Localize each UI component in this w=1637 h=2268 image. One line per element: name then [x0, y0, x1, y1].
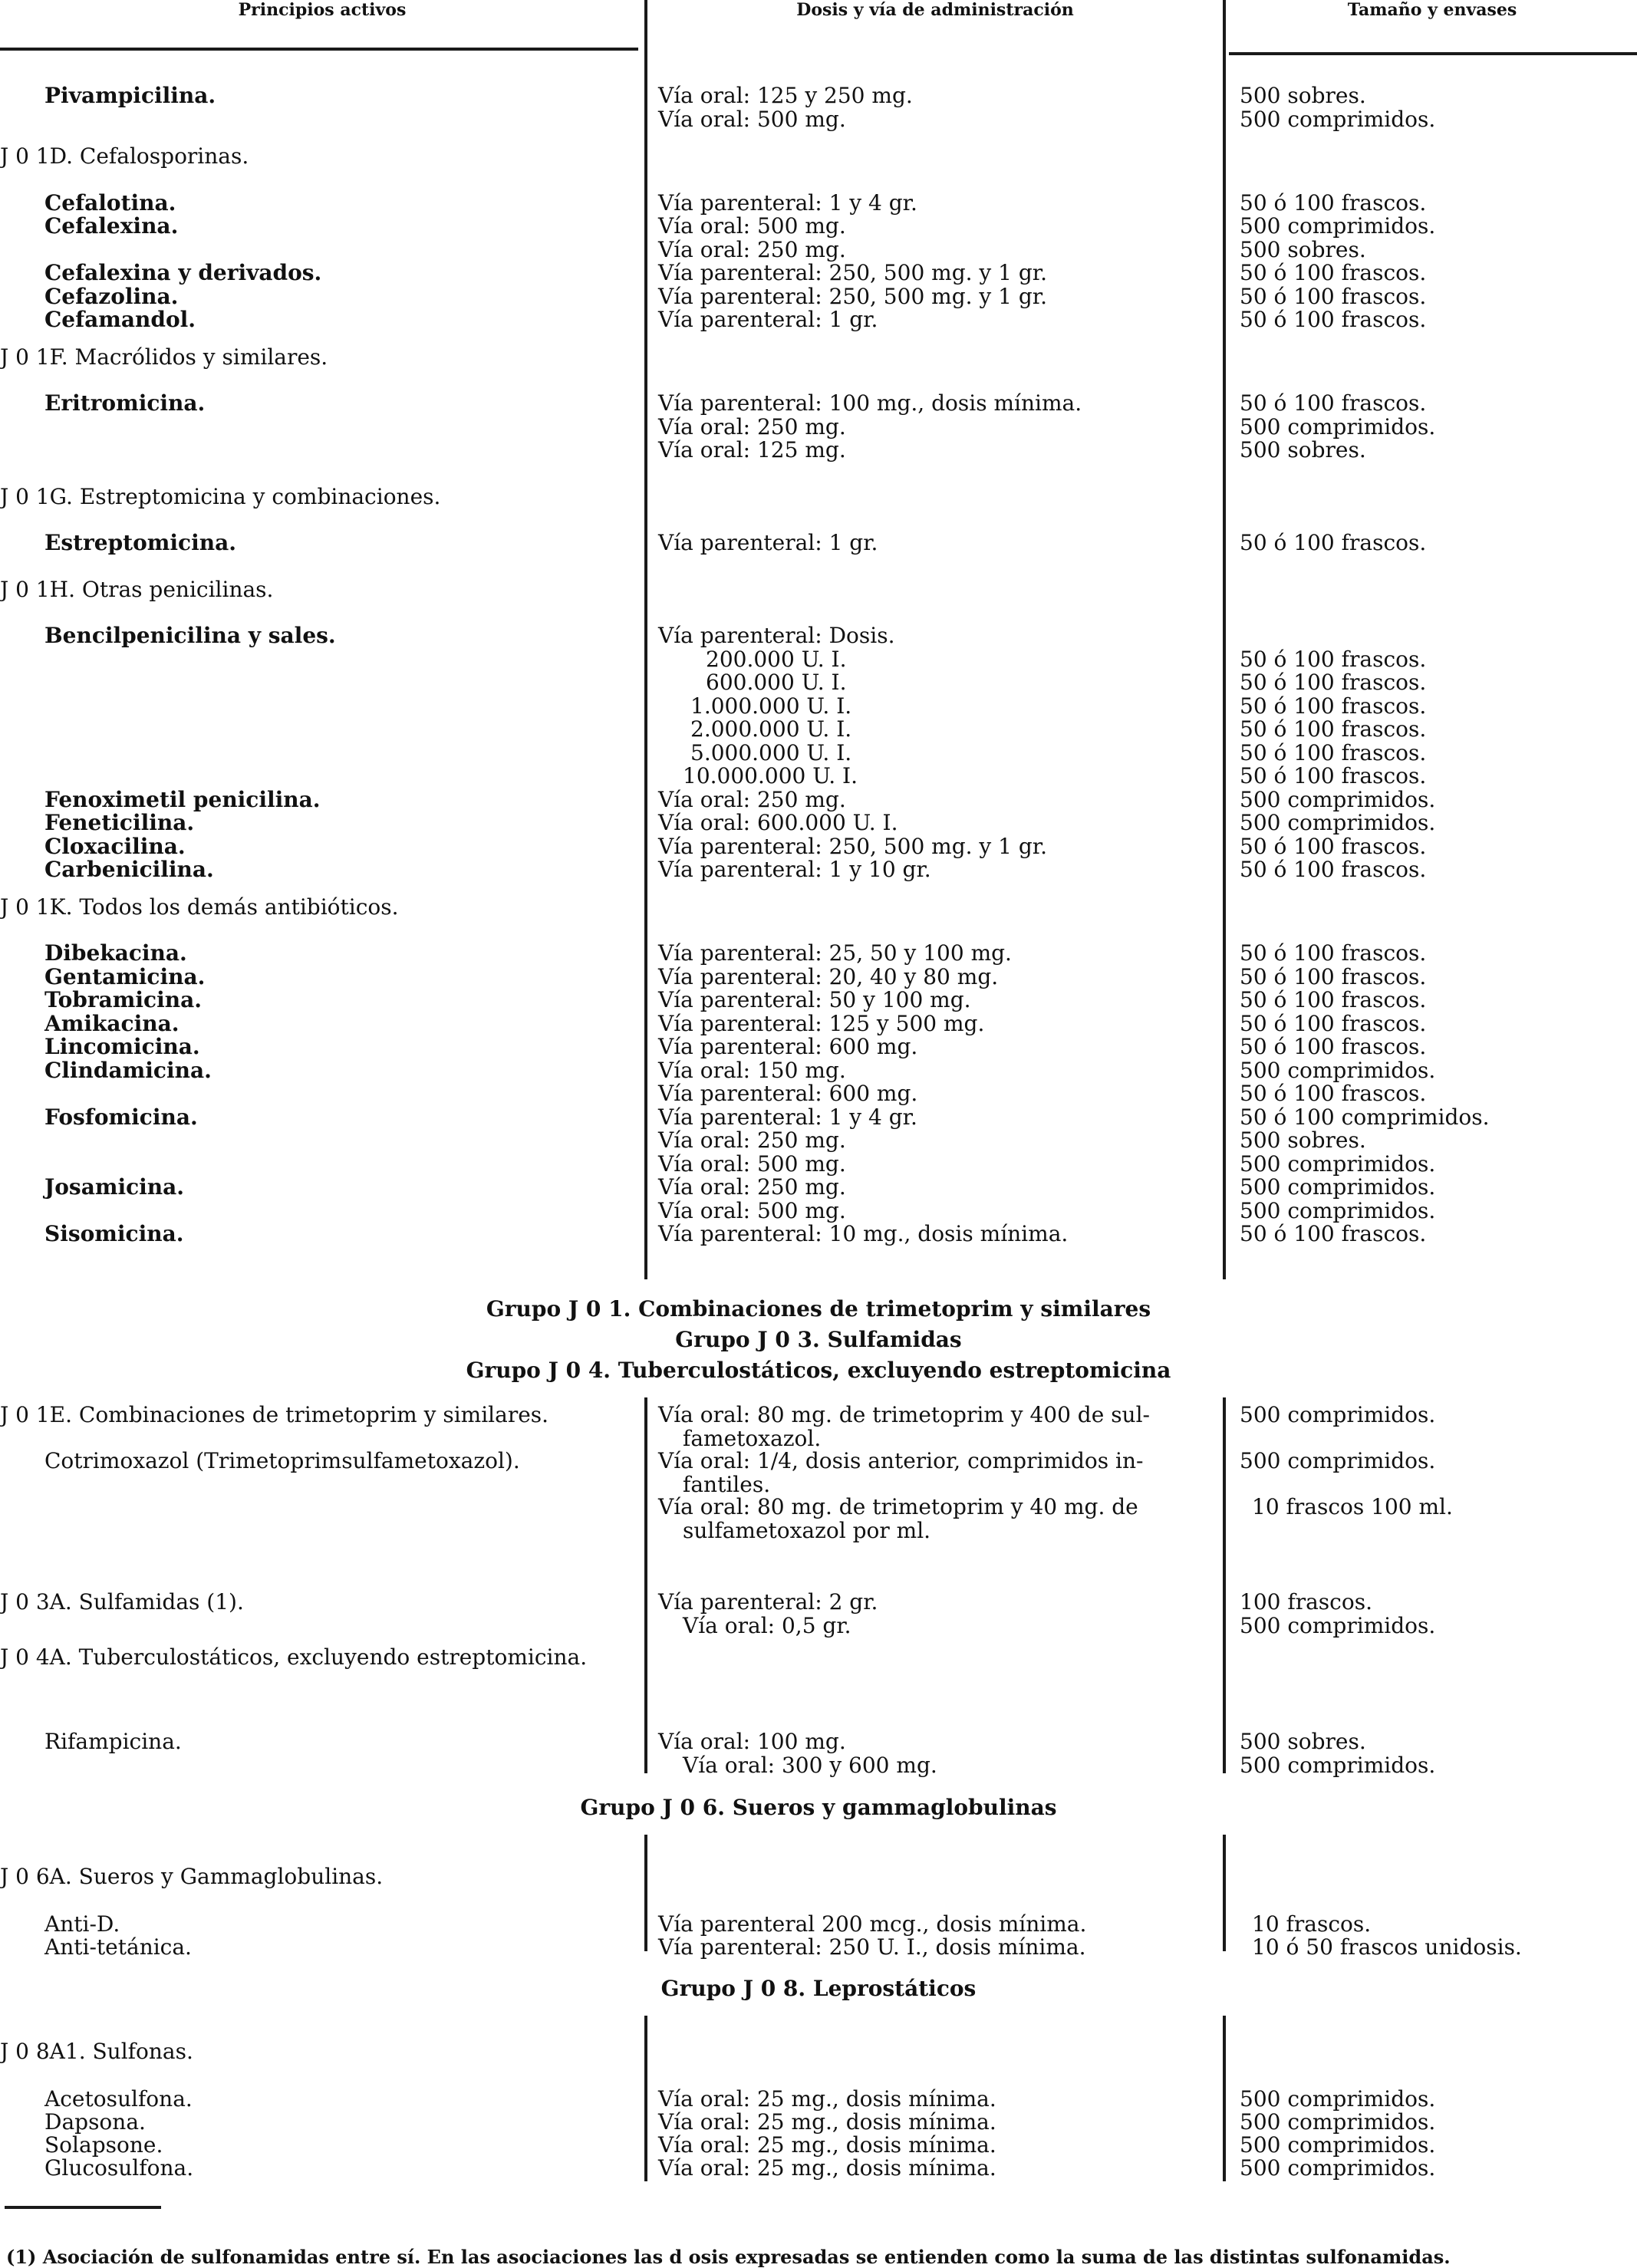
pack-text: 50 ó 100 frascos.	[1240, 763, 1427, 788]
pack-text: 10 frascos 100 ml.	[1252, 1494, 1453, 1519]
section-heading: J 0 3A. Sulfamidas (1).	[0, 1589, 244, 1615]
drug-name: Cloxacilina.	[44, 833, 186, 859]
dose-text: 5.000.000 U. I.	[690, 739, 852, 765]
pack-text: 50 ó 100 frascos.	[1240, 716, 1427, 742]
pack-text: 500 comprimidos.	[1240, 1057, 1436, 1083]
column-divider-2b	[1223, 1397, 1226, 1773]
drug-name: Carbenicilina.	[44, 857, 214, 882]
dose-text: Vía oral: 125 mg.	[658, 437, 846, 462]
pack-text: 50 ó 100 frascos.	[1240, 1081, 1427, 1106]
pack-text: 500 comprimidos.	[1240, 2086, 1436, 2112]
dose-text: sulfametoxazol por ml.	[683, 1517, 931, 1543]
pack-text: 500 comprimidos.	[1240, 786, 1436, 812]
group-title: Grupo J 0 1. Combinaciones de trimetoprim y similares	[486, 1296, 1151, 1322]
dose-text: Vía oral: 1/4, dosis anterior, comprimidos in-	[658, 1448, 1144, 1473]
group-title: Grupo J 0 6. Sueros y gammaglobulinas	[580, 1795, 1057, 1820]
dose-text: Vía parenteral: 1 y 4 gr.	[658, 189, 917, 216]
pack-text: 500 sobres.	[1240, 236, 1366, 262]
pack-text: 50 ó 100 frascos.	[1240, 390, 1427, 416]
pack-text: 500 comprimidos.	[1240, 1197, 1436, 1223]
dose-text: Vía parenteral: 50 y 100 mg.	[658, 987, 971, 1012]
group-title: Grupo J 0 8. Leprostáticos	[660, 1976, 977, 2001]
pack-text: 500 comprimidos.	[1240, 2132, 1436, 2158]
dose-text: Vía oral: 500 mg.	[658, 106, 846, 132]
section-heading: J 0 1H. Otras penicilinas.	[0, 576, 274, 602]
drug-name: Cefazolina.	[44, 283, 179, 309]
pack-text: 50 ó 100 frascos.	[1240, 739, 1427, 765]
pack-text: 50 ó 100 frascos.	[1240, 857, 1427, 882]
pack-text: 500 comprimidos.	[1240, 1612, 1436, 1638]
drug-name: Estreptomicina.	[44, 530, 236, 555]
dose-text: Vía parenteral: 1 gr.	[658, 530, 878, 555]
pack-text: 50 ó 100 frascos.	[1240, 283, 1427, 309]
dose-text: 2.000.000 U. I.	[690, 716, 852, 742]
dose-text: Vía oral: 600.000 U. I.	[658, 810, 898, 835]
dose-text: 200.000 U. I.	[706, 646, 847, 672]
pack-text: 50 ó 100 frascos.	[1240, 1010, 1427, 1036]
drug-name: Cotrimoxazol (Trimetoprimsulfametoxazol).	[44, 1448, 520, 1473]
pack-text: 50 ó 100 frascos.	[1240, 646, 1427, 672]
drug-name: Bencilpenicilina y sales.	[44, 623, 336, 648]
dose-text: Vía parenteral: 25, 50 y 100 mg.	[658, 940, 1012, 966]
drug-name: Eritromicina.	[44, 390, 206, 416]
drug-name: Dapsona.	[44, 2109, 146, 2135]
pack-text: 500 comprimidos.	[1240, 1448, 1436, 1473]
dose-text: Vía parenteral: 250 U. I., dosis mínima.	[658, 1934, 1086, 1960]
dose-text: Vía oral: 250 mg.	[658, 236, 846, 262]
drug-name: Pivampicilina.	[44, 83, 216, 108]
pack-text: 500 comprimidos.	[1240, 1150, 1436, 1177]
dose-text: Vía oral: 250 mg.	[658, 413, 846, 439]
dose-text: Vía oral: 150 mg.	[658, 1057, 846, 1083]
drug-name: Cefalotina.	[44, 189, 176, 216]
column-divider-2d	[1223, 2016, 1226, 2181]
pack-text: 500 comprimidos.	[1240, 2109, 1436, 2135]
dose-text: Vía oral: 250 mg.	[658, 786, 846, 812]
dose-text: Vía parenteral: 125 y 500 mg.	[658, 1010, 985, 1036]
drug-name: Acetosulfona.	[44, 2086, 193, 2112]
dose-text: 600.000 U. I.	[706, 670, 847, 695]
drug-name: Solapsone.	[44, 2132, 163, 2158]
dose-text: Vía oral: 250 mg.	[658, 1174, 846, 1200]
pack-text: 500 comprimidos.	[1240, 106, 1436, 132]
pack-text: 500 sobres.	[1240, 437, 1366, 462]
dose-text: Vía oral: 80 mg. de trimetoprim y 400 de sul-	[658, 1402, 1151, 1427]
dose-text: Vía oral: 250 mg.	[658, 1127, 846, 1153]
footnote: (1) Asociación de sulfonamidas entre sí. En las asociaciones las d osis expresadas se entienden como la suma de las distintas sulfonamidas.	[6, 2246, 1451, 2268]
header-dosis-via: Dosis y vía de administración	[796, 0, 1074, 20]
dose-text: fantiles.	[683, 1471, 771, 1497]
drug-name: Sisomicina.	[44, 1221, 184, 1246]
dose-text: Vía oral: 25 mg., dosis mínima.	[658, 2109, 996, 2135]
column-divider-1c	[644, 1835, 647, 1951]
dose-text: Vía oral: 80 mg. de trimetoprim y 40 mg. de	[658, 1494, 1138, 1519]
dose-text: 1.000.000 U. I.	[690, 693, 852, 719]
section-heading: J 0 8A1. Sulfonas.	[0, 2039, 193, 2064]
pack-text: 500 comprimidos.	[1240, 1402, 1436, 1427]
dose-text: Vía parenteral: 250, 500 mg. y 1 gr.	[658, 833, 1047, 859]
column-divider-2c	[1223, 1835, 1226, 1951]
header-tamano-envases: Tamaño y envases	[1347, 0, 1517, 20]
drug-name: Anti-D.	[44, 1911, 120, 1937]
drug-name: Feneticilina.	[44, 810, 195, 835]
dose-text: Vía oral: 500 mg.	[658, 1197, 846, 1223]
pack-text: 50 ó 100 frascos.	[1240, 1221, 1427, 1246]
drug-name: Fosfomicina.	[44, 1104, 198, 1130]
dose-text: Vía parenteral: 600 mg.	[658, 1081, 918, 1106]
section-heading: J 0 1D. Cefalosporinas.	[0, 143, 249, 169]
pack-text: 50 ó 100 frascos.	[1240, 1034, 1427, 1059]
section-heading: J 0 1K. Todos los demás antibióticos.	[0, 894, 399, 920]
pack-text: 50 ó 100 frascos.	[1240, 670, 1427, 695]
drug-name: Gentamicina.	[44, 963, 206, 989]
pack-text: 500 sobres.	[1240, 1729, 1366, 1754]
column-divider-1	[644, 0, 647, 1279]
pack-text: 50 ó 100 frascos.	[1240, 530, 1427, 555]
dose-text: Vía parenteral: 250, 500 mg. y 1 gr.	[658, 283, 1047, 309]
pack-text: 10 ó 50 frascos unidosis.	[1252, 1934, 1522, 1960]
drug-name: Anti-tetánica.	[44, 1934, 192, 1960]
pack-text: 50 ó 100 frascos.	[1240, 940, 1427, 966]
pack-text: 50 ó 100 frascos.	[1240, 987, 1427, 1012]
section-heading: J 0 4A. Tuberculostáticos, excluyendo estreptomicina.	[0, 1644, 588, 1670]
pack-text: 500 comprimidos.	[1240, 810, 1436, 835]
footnote-rule	[5, 2206, 161, 2209]
drug-name: Amikacina.	[44, 1010, 180, 1036]
pack-text: 50 ó 100 comprimidos.	[1240, 1104, 1490, 1130]
dose-text: Vía oral: 100 mg.	[658, 1729, 846, 1754]
header-rule-right	[1229, 52, 1637, 55]
dose-text: Vía oral: 125 y 250 mg.	[658, 83, 913, 108]
pack-text: 50 ó 100 frascos.	[1240, 833, 1427, 859]
drug-name: Cefalexina.	[44, 213, 179, 239]
drug-name: Clindamicina.	[44, 1057, 212, 1083]
drug-name: Rifampicina.	[44, 1729, 182, 1754]
drug-name: Josamicina.	[44, 1174, 185, 1200]
header-principios-activos: Principios activos	[238, 0, 407, 20]
drug-name: Tobramicina.	[44, 987, 202, 1012]
pack-text: 500 comprimidos.	[1240, 2155, 1436, 2181]
dose-text: fametoxazol.	[683, 1425, 822, 1451]
dose-text: Vía oral: 25 mg., dosis mínima.	[658, 2132, 996, 2158]
pack-text: 500 comprimidos.	[1240, 1174, 1436, 1200]
section-heading: J 0 6A. Sueros y Gammaglobulinas.	[0, 1864, 384, 1889]
column-divider-1d	[644, 2016, 647, 2181]
pack-text: 500 sobres.	[1240, 83, 1366, 108]
drug-name: Dibekacina.	[44, 940, 187, 966]
section-heading: J 0 1F. Macrólidos y similares.	[0, 344, 328, 370]
column-divider-1b	[644, 1397, 647, 1773]
dose-text: Vía parenteral: 1 y 4 gr.	[658, 1104, 917, 1130]
pack-text: 500 comprimidos.	[1240, 413, 1436, 439]
dose-text: Vía parenteral: 20, 40 y 80 mg.	[658, 963, 999, 989]
pack-text: 100 frascos.	[1240, 1589, 1372, 1615]
dose-text: Vía parenteral: 2 gr.	[658, 1589, 878, 1615]
pack-text: 50 ó 100 frascos.	[1240, 189, 1427, 216]
dose-text: Vía parenteral: Dosis.	[658, 623, 895, 648]
header-rule	[0, 48, 638, 51]
dose-text: 10.000.000 U. I.	[683, 763, 858, 788]
dose-text: Vía parenteral 200 mcg., dosis mínima.	[658, 1911, 1087, 1937]
pack-text: 50 ó 100 frascos.	[1240, 693, 1427, 719]
group-title: Grupo J 0 3. Sulfamidas	[675, 1327, 962, 1352]
dose-text: Vía oral: 500 mg.	[658, 1150, 846, 1177]
drug-name: Glucosulfona.	[44, 2155, 194, 2181]
dose-text: Vía parenteral: 250, 500 mg. y 1 gr.	[658, 260, 1047, 285]
section-heading: J 0 1G. Estreptomicina y combinaciones.	[0, 483, 441, 509]
drug-name: Cefamandol.	[44, 307, 196, 332]
drug-name: Cefalexina y derivados.	[44, 260, 322, 285]
pack-text: 50 ó 100 frascos.	[1240, 260, 1427, 285]
column-divider-2	[1223, 0, 1226, 1279]
pack-text: 500 comprimidos.	[1240, 1752, 1436, 1778]
drug-name: Lincomicina.	[44, 1034, 200, 1059]
dose-text: Vía oral: 25 mg., dosis mínima.	[658, 2155, 996, 2181]
dose-text: Vía parenteral: 10 mg., dosis mínima.	[658, 1221, 1069, 1246]
section-heading: J 0 1E. Combinaciones de trimetoprim y similares.	[0, 1402, 549, 1427]
pack-text: 50 ó 100 frascos.	[1240, 307, 1427, 332]
dose-text: Vía oral: 500 mg.	[658, 213, 846, 239]
dose-text: Vía oral: 0,5 gr.	[683, 1612, 851, 1638]
dose-text: Vía oral: 25 mg., dosis mínima.	[658, 2086, 996, 2112]
dose-text: Vía parenteral: 100 mg., dosis mínima.	[658, 390, 1082, 416]
dose-text: Vía parenteral: 1 y 10 gr.	[658, 857, 931, 882]
pack-text: 500 sobres.	[1240, 1127, 1366, 1153]
dose-text: Vía oral: 300 y 600 mg.	[683, 1752, 937, 1778]
dose-text: Vía parenteral: 600 mg.	[658, 1034, 918, 1059]
pack-text: 10 frascos.	[1252, 1911, 1372, 1937]
group-title: Grupo J 0 4. Tuberculostáticos, excluyendo estreptomicina	[466, 1358, 1171, 1383]
pack-text: 50 ó 100 frascos.	[1240, 963, 1427, 989]
drug-name: Fenoximetil penicilina.	[44, 786, 321, 812]
dose-text: Vía parenteral: 1 gr.	[658, 307, 878, 332]
pack-text: 500 comprimidos.	[1240, 213, 1436, 239]
